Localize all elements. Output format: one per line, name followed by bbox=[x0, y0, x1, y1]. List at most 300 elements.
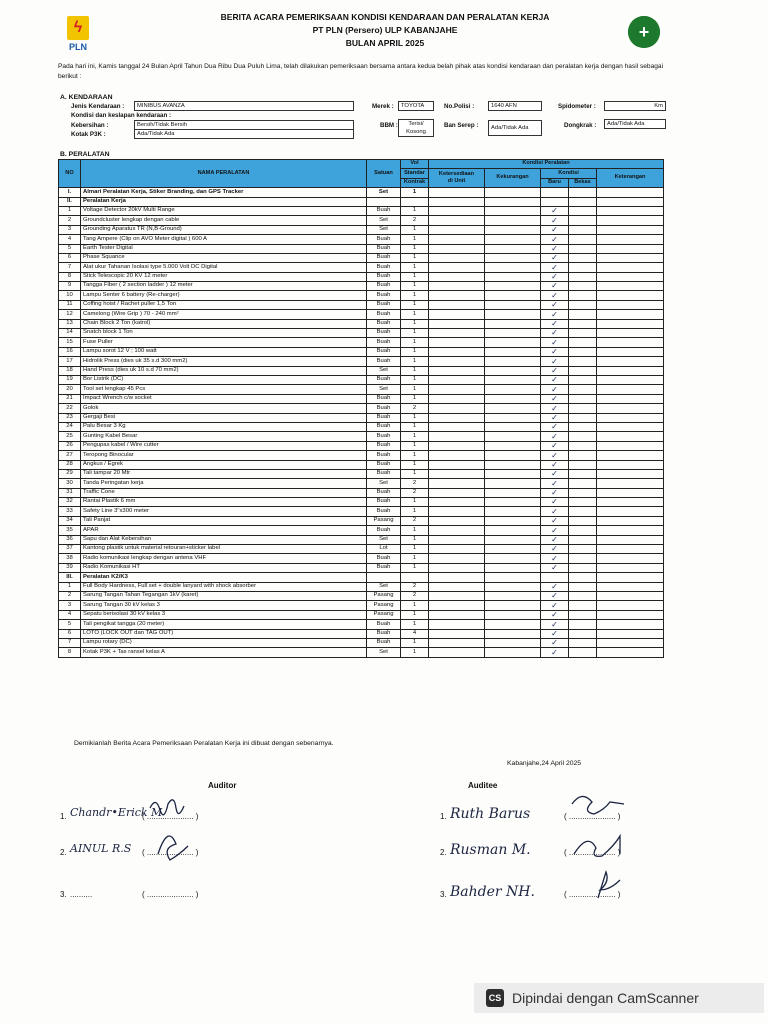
row-vol: 1 bbox=[401, 526, 429, 535]
table-row bbox=[59, 282, 664, 291]
row-satuan: Buah bbox=[367, 620, 401, 629]
row-nama: Voltage Detector 20kV Multi Range bbox=[81, 206, 367, 215]
row-keterangan bbox=[597, 216, 664, 225]
table-row bbox=[59, 573, 664, 582]
row-ketersediaan bbox=[429, 498, 485, 507]
table-row bbox=[59, 535, 664, 544]
row-nama: APAR bbox=[81, 526, 367, 535]
row-ketersediaan bbox=[429, 591, 485, 600]
row-no: 31 bbox=[59, 488, 81, 497]
nopol-value: 1640 AFN bbox=[488, 101, 542, 111]
signature-marks bbox=[0, 780, 768, 920]
row-no: 26 bbox=[59, 441, 81, 450]
table-row bbox=[59, 422, 664, 431]
row-vol: 1 bbox=[401, 451, 429, 460]
auditor-number: 2. bbox=[60, 848, 67, 857]
table-row bbox=[59, 488, 664, 497]
row-nama: Hand Press (dies uk 10 s.d 70 mm2) bbox=[81, 366, 367, 375]
row-baru bbox=[541, 573, 569, 582]
checkmark-icon: ✓ bbox=[541, 441, 569, 450]
row-satuan: Buah bbox=[367, 375, 401, 384]
p3k-value: Ada/Tidak Ada bbox=[134, 129, 354, 139]
row-vol: 1 bbox=[401, 366, 429, 375]
checkmark-icon: ✓ bbox=[541, 479, 569, 488]
row-kekurangan bbox=[485, 591, 541, 600]
row-no: I. bbox=[59, 188, 81, 197]
row-satuan: Buah bbox=[367, 272, 401, 281]
row-keterangan bbox=[597, 422, 664, 431]
row-vol: 1 bbox=[401, 282, 429, 291]
row-satuan: Lot bbox=[367, 545, 401, 554]
row-vol: 1 bbox=[401, 432, 429, 441]
row-kekurangan bbox=[485, 338, 541, 347]
table-row bbox=[59, 310, 664, 319]
table-row bbox=[59, 554, 664, 563]
table-row bbox=[59, 479, 664, 488]
doc-month: BULAN APRIL 2025 bbox=[345, 38, 425, 48]
table-row bbox=[59, 235, 664, 244]
row-no: 29 bbox=[59, 469, 81, 478]
row-bekas bbox=[569, 460, 597, 469]
row-kekurangan bbox=[485, 638, 541, 647]
row-keterangan bbox=[597, 357, 664, 366]
row-keterangan bbox=[597, 253, 664, 262]
auditor-heading: Auditor bbox=[208, 781, 237, 790]
row-nama: Pengupas kabel / Wire cutter bbox=[81, 441, 367, 450]
row-vol bbox=[401, 573, 429, 582]
row-satuan bbox=[367, 573, 401, 582]
row-keterangan bbox=[597, 235, 664, 244]
row-no: 2 bbox=[59, 591, 81, 600]
checkmark-icon: ✓ bbox=[541, 488, 569, 497]
table-row bbox=[59, 188, 664, 197]
row-kekurangan bbox=[485, 582, 541, 591]
row-keterangan bbox=[597, 582, 664, 591]
row-nama: Alat ukur Tahanan Isolasi type 5.000 Volt DC Digital bbox=[81, 263, 367, 272]
row-no: 5 bbox=[59, 620, 81, 629]
row-ketersediaan bbox=[429, 272, 485, 281]
row-kekurangan bbox=[485, 432, 541, 441]
row-vol: 1 bbox=[401, 563, 429, 572]
table-row bbox=[59, 545, 664, 554]
col-ketersediaan-2: di Unit bbox=[447, 178, 466, 185]
row-ketersediaan bbox=[429, 291, 485, 300]
row-bekas bbox=[569, 498, 597, 507]
row-no: II. bbox=[59, 197, 81, 206]
row-ketersediaan bbox=[429, 375, 485, 384]
row-bekas bbox=[569, 601, 597, 610]
table-row bbox=[59, 516, 664, 525]
row-kekurangan bbox=[485, 629, 541, 638]
row-no: 27 bbox=[59, 451, 81, 460]
row-bekas bbox=[569, 347, 597, 356]
row-kekurangan bbox=[485, 216, 541, 225]
row-ketersediaan bbox=[429, 573, 485, 582]
table-row bbox=[59, 404, 664, 413]
row-keterangan bbox=[597, 188, 664, 197]
row-nama: Impact Wrench c/w socket bbox=[81, 394, 367, 403]
row-keterangan bbox=[597, 535, 664, 544]
row-satuan: Buah bbox=[367, 244, 401, 253]
row-ketersediaan bbox=[429, 516, 485, 525]
row-ketersediaan bbox=[429, 638, 485, 647]
row-vol: 1 bbox=[401, 601, 429, 610]
row-ketersediaan bbox=[429, 479, 485, 488]
row-vol: 1 bbox=[401, 648, 429, 657]
table-row bbox=[59, 244, 664, 253]
row-no: 34 bbox=[59, 516, 81, 525]
serep-value: Ada/Tidak Ada bbox=[488, 120, 542, 136]
row-bekas bbox=[569, 479, 597, 488]
row-nama: Peralatan Kerja bbox=[81, 197, 367, 206]
row-vol: 1 bbox=[401, 347, 429, 356]
section-a-title: A. KENDARAAN bbox=[60, 94, 113, 101]
row-no: 4 bbox=[59, 235, 81, 244]
row-bekas bbox=[569, 216, 597, 225]
row-keterangan bbox=[597, 526, 664, 535]
table-row bbox=[59, 601, 664, 610]
table-row bbox=[59, 338, 664, 347]
row-satuan: Set bbox=[367, 216, 401, 225]
col-kondisi-group: Kondisi Peralatan bbox=[429, 160, 664, 169]
row-vol: 1 bbox=[401, 422, 429, 431]
row-nama: Tool set lengkap 45 Pcs bbox=[81, 385, 367, 394]
signature-auditor-2 bbox=[158, 836, 188, 860]
checkmark-icon: ✓ bbox=[541, 620, 569, 629]
row-bekas bbox=[569, 206, 597, 215]
table-row bbox=[59, 329, 664, 338]
row-keterangan bbox=[597, 197, 664, 206]
checkmark-icon: ✓ bbox=[541, 469, 569, 478]
row-ketersediaan bbox=[429, 253, 485, 262]
row-ketersediaan bbox=[429, 469, 485, 478]
row-no: 1 bbox=[59, 206, 81, 215]
row-nama: Sarung Tangan Tahan Tegangan 1kV (karet) bbox=[81, 591, 367, 600]
checkmark-icon: ✓ bbox=[541, 263, 569, 272]
checkmark-icon: ✓ bbox=[541, 648, 569, 657]
col-vol: Vol bbox=[401, 160, 429, 169]
row-kekurangan bbox=[485, 206, 541, 215]
row-ketersediaan bbox=[429, 507, 485, 516]
table-row bbox=[59, 225, 664, 234]
row-nama: Tanda Peringatan kerja bbox=[81, 479, 367, 488]
row-keterangan bbox=[597, 479, 664, 488]
row-no: 5 bbox=[59, 244, 81, 253]
row-no: 12 bbox=[59, 310, 81, 319]
row-kekurangan bbox=[485, 244, 541, 253]
row-bekas bbox=[569, 357, 597, 366]
row-nama: Tangga Fiber ( 2 section ladder ) 12 meter bbox=[81, 282, 367, 291]
row-vol: 1 bbox=[401, 319, 429, 328]
table-row bbox=[59, 591, 664, 600]
row-vol: 1 bbox=[401, 310, 429, 319]
row-bekas bbox=[569, 338, 597, 347]
table-row bbox=[59, 507, 664, 516]
row-kekurangan bbox=[485, 300, 541, 309]
col-vol-standar: Standar bbox=[401, 169, 429, 178]
row-no: 38 bbox=[59, 554, 81, 563]
row-kekurangan bbox=[485, 545, 541, 554]
table-row bbox=[59, 582, 664, 591]
row-keterangan bbox=[597, 460, 664, 469]
row-vol: 1 bbox=[401, 554, 429, 563]
table-row bbox=[59, 272, 664, 281]
auditor-signature-field: ( ..................... ) bbox=[142, 890, 199, 899]
row-ketersediaan bbox=[429, 413, 485, 422]
row-kekurangan bbox=[485, 253, 541, 262]
row-satuan bbox=[367, 197, 401, 206]
row-keterangan bbox=[597, 272, 664, 281]
row-satuan: Buah bbox=[367, 235, 401, 244]
checkmark-icon: ✓ bbox=[541, 545, 569, 554]
row-ketersediaan bbox=[429, 300, 485, 309]
checkmark-icon: ✓ bbox=[541, 563, 569, 572]
table-row bbox=[59, 629, 664, 638]
row-keterangan bbox=[597, 310, 664, 319]
row-bekas bbox=[569, 526, 597, 535]
row-nama: Golok bbox=[81, 404, 367, 413]
row-no: 35 bbox=[59, 526, 81, 535]
row-bekas bbox=[569, 573, 597, 582]
row-keterangan bbox=[597, 404, 664, 413]
row-no: 8 bbox=[59, 272, 81, 281]
row-no: 10 bbox=[59, 291, 81, 300]
row-ketersediaan bbox=[429, 244, 485, 253]
row-nama: Tali Panjat bbox=[81, 516, 367, 525]
row-kekurangan bbox=[485, 188, 541, 197]
row-bekas bbox=[569, 488, 597, 497]
row-ketersediaan bbox=[429, 535, 485, 544]
row-ketersediaan bbox=[429, 188, 485, 197]
auditor-name: Chandr•Erick M bbox=[70, 806, 163, 819]
row-no: 22 bbox=[59, 404, 81, 413]
merek-value: TOYOTA bbox=[398, 101, 434, 111]
table-row bbox=[59, 432, 664, 441]
checkmark-icon: ✓ bbox=[541, 347, 569, 356]
row-nama: LOTO (LOCK OUT dan TAG OUT) bbox=[81, 629, 367, 638]
bbm-value-line1: Terisi/ bbox=[408, 121, 424, 127]
row-nama: Lampu sorot 12 V ; 100 watt bbox=[81, 347, 367, 356]
row-kekurangan bbox=[485, 601, 541, 610]
row-kekurangan bbox=[485, 648, 541, 657]
row-kekurangan bbox=[485, 291, 541, 300]
checkmark-icon: ✓ bbox=[541, 385, 569, 394]
row-no: 17 bbox=[59, 357, 81, 366]
row-satuan: Set bbox=[367, 225, 401, 234]
row-bekas bbox=[569, 516, 597, 525]
row-satuan: Buah bbox=[367, 554, 401, 563]
checkmark-icon: ✓ bbox=[541, 282, 569, 291]
camscanner-banner bbox=[474, 983, 764, 1013]
row-satuan: Pasang bbox=[367, 601, 401, 610]
row-ketersediaan bbox=[429, 216, 485, 225]
checkmark-icon: ✓ bbox=[541, 413, 569, 422]
auditee-heading: Auditee bbox=[468, 781, 498, 790]
row-nama: Kotak P3K + Tas ransel kelas A bbox=[81, 648, 367, 657]
row-vol: 1 bbox=[401, 291, 429, 300]
row-satuan: Buah bbox=[367, 300, 401, 309]
row-vol: 1 bbox=[401, 535, 429, 544]
row-vol: 1 bbox=[401, 188, 429, 197]
row-kekurangan bbox=[485, 347, 541, 356]
checkmark-icon: ✓ bbox=[541, 591, 569, 600]
row-ketersediaan bbox=[429, 206, 485, 215]
row-kekurangan bbox=[485, 366, 541, 375]
auditee-number: 3. bbox=[440, 890, 447, 899]
row-nama: Earth Tester Digital bbox=[81, 244, 367, 253]
row-nama: Fuse Puller bbox=[81, 338, 367, 347]
row-ketersediaan bbox=[429, 554, 485, 563]
row-kekurangan bbox=[485, 225, 541, 234]
row-keterangan bbox=[597, 507, 664, 516]
checkmark-icon: ✓ bbox=[541, 432, 569, 441]
row-baru bbox=[541, 188, 569, 197]
table-row bbox=[59, 394, 664, 403]
table-row bbox=[59, 291, 664, 300]
row-keterangan bbox=[597, 488, 664, 497]
row-kekurangan bbox=[485, 197, 541, 206]
row-vol: 4 bbox=[401, 629, 429, 638]
checkmark-icon: ✓ bbox=[541, 244, 569, 253]
row-bekas bbox=[569, 291, 597, 300]
row-ketersediaan bbox=[429, 460, 485, 469]
row-bekas bbox=[569, 629, 597, 638]
checkmark-icon: ✓ bbox=[541, 300, 569, 309]
checkmark-icon: ✓ bbox=[541, 253, 569, 262]
row-satuan: Buah bbox=[367, 498, 401, 507]
table-row bbox=[59, 460, 664, 469]
checkmark-icon: ✓ bbox=[541, 310, 569, 319]
row-nama: Sarung Tangan 30 kV kelas 3 bbox=[81, 601, 367, 610]
row-ketersediaan bbox=[429, 263, 485, 272]
row-keterangan bbox=[597, 206, 664, 215]
row-no: 32 bbox=[59, 498, 81, 507]
auditor-name: AINUL R.S bbox=[70, 842, 132, 855]
row-keterangan bbox=[597, 441, 664, 450]
auditee-name: Bahder NH. bbox=[450, 884, 535, 900]
k3-gear-icon: + bbox=[628, 16, 660, 48]
table-row bbox=[59, 385, 664, 394]
checkmark-icon: ✓ bbox=[541, 291, 569, 300]
row-kekurangan bbox=[485, 422, 541, 431]
row-satuan: Buah bbox=[367, 422, 401, 431]
row-satuan: Buah bbox=[367, 526, 401, 535]
row-satuan: Buah bbox=[367, 338, 401, 347]
auditor-number: 3. bbox=[60, 890, 67, 899]
checkmark-icon: ✓ bbox=[541, 498, 569, 507]
row-nama: Camelong (Wire Grip ) 70 - 240 mm² bbox=[81, 310, 367, 319]
row-vol: 1 bbox=[401, 620, 429, 629]
row-no: 13 bbox=[59, 319, 81, 328]
row-nama: Tali pengikat tangga (20 meter) bbox=[81, 620, 367, 629]
row-satuan: Buah bbox=[367, 394, 401, 403]
row-vol: 1 bbox=[401, 610, 429, 619]
row-satuan: Buah bbox=[367, 329, 401, 338]
camscanner-label: Dipindai dengan CamScanner bbox=[512, 990, 699, 1006]
row-satuan: Pasang bbox=[367, 591, 401, 600]
dongkrak-label: Dongkrak : bbox=[564, 122, 597, 129]
col-baru: Baru bbox=[541, 178, 569, 187]
row-no: 37 bbox=[59, 545, 81, 554]
row-bekas bbox=[569, 366, 597, 375]
row-vol: 1 bbox=[401, 413, 429, 422]
checkmark-icon: ✓ bbox=[541, 394, 569, 403]
row-nama: Almari Peralatan Kerja, Stiker Branding, dan GPS Tracker bbox=[81, 188, 367, 197]
row-keterangan bbox=[597, 282, 664, 291]
kondisi-label: Kondisi dan keslapan kendaraan : bbox=[71, 112, 172, 119]
closing-statement: Demikianlah Berita Acara Pemeriksaan Peralatan Kerja ini dibuat dengan sebenarnya. bbox=[74, 740, 334, 747]
checkmark-icon: ✓ bbox=[541, 338, 569, 347]
row-satuan: Buah bbox=[367, 469, 401, 478]
row-kekurangan bbox=[485, 498, 541, 507]
row-kekurangan bbox=[485, 469, 541, 478]
row-no: 21 bbox=[59, 394, 81, 403]
checkmark-icon: ✓ bbox=[541, 638, 569, 647]
row-bekas bbox=[569, 225, 597, 234]
row-nama: Gunting Kabel Besar bbox=[81, 432, 367, 441]
row-kekurangan bbox=[485, 272, 541, 281]
row-ketersediaan bbox=[429, 620, 485, 629]
row-vol: 2 bbox=[401, 404, 429, 413]
row-vol: 2 bbox=[401, 591, 429, 600]
col-satuan: Satuan bbox=[367, 160, 401, 188]
row-ketersediaan bbox=[429, 432, 485, 441]
row-nama: Hidrolik Press (dies uk 35 s.d 300 mm2) bbox=[81, 357, 367, 366]
table-row bbox=[59, 648, 664, 657]
col-kekurangan: Kekurangan bbox=[485, 169, 541, 188]
row-vol: 1 bbox=[401, 253, 429, 262]
table-row bbox=[59, 563, 664, 572]
nopol-label: No.Polisi : bbox=[444, 103, 475, 110]
row-keterangan bbox=[597, 347, 664, 356]
checkmark-icon: ✓ bbox=[541, 235, 569, 244]
doc-subtitle: PT PLN (Persero) ULP KABANJAHE bbox=[312, 25, 458, 35]
row-vol: 1 bbox=[401, 357, 429, 366]
row-kekurangan bbox=[485, 394, 541, 403]
row-bekas bbox=[569, 319, 597, 328]
row-bekas bbox=[569, 545, 597, 554]
row-kekurangan bbox=[485, 451, 541, 460]
row-bekas bbox=[569, 300, 597, 309]
row-vol: 2 bbox=[401, 479, 429, 488]
row-no: 3 bbox=[59, 601, 81, 610]
row-bekas bbox=[569, 610, 597, 619]
row-bekas bbox=[569, 591, 597, 600]
signature-auditor-1 bbox=[150, 800, 184, 815]
row-bekas bbox=[569, 638, 597, 647]
row-no: 4 bbox=[59, 610, 81, 619]
row-satuan: Buah bbox=[367, 253, 401, 262]
row-no: 19 bbox=[59, 375, 81, 384]
row-keterangan bbox=[597, 498, 664, 507]
row-bekas bbox=[569, 282, 597, 291]
auditor-signature-field: ( ..................... ) bbox=[142, 848, 199, 857]
row-keterangan bbox=[597, 375, 664, 384]
row-no: III. bbox=[59, 573, 81, 582]
row-satuan: Pasang bbox=[367, 610, 401, 619]
dongkrak-value: Ada/Tidak Ada bbox=[604, 119, 666, 129]
row-bekas bbox=[569, 263, 597, 272]
row-satuan: Set bbox=[367, 188, 401, 197]
row-bekas bbox=[569, 188, 597, 197]
auditee-name: Rusman M. bbox=[450, 842, 531, 858]
row-no: 14 bbox=[59, 329, 81, 338]
row-vol: 1 bbox=[401, 385, 429, 394]
row-satuan: Buah bbox=[367, 563, 401, 572]
signature-auditee-2 bbox=[574, 836, 620, 856]
row-bekas bbox=[569, 310, 597, 319]
checkmark-icon: ✓ bbox=[541, 535, 569, 544]
